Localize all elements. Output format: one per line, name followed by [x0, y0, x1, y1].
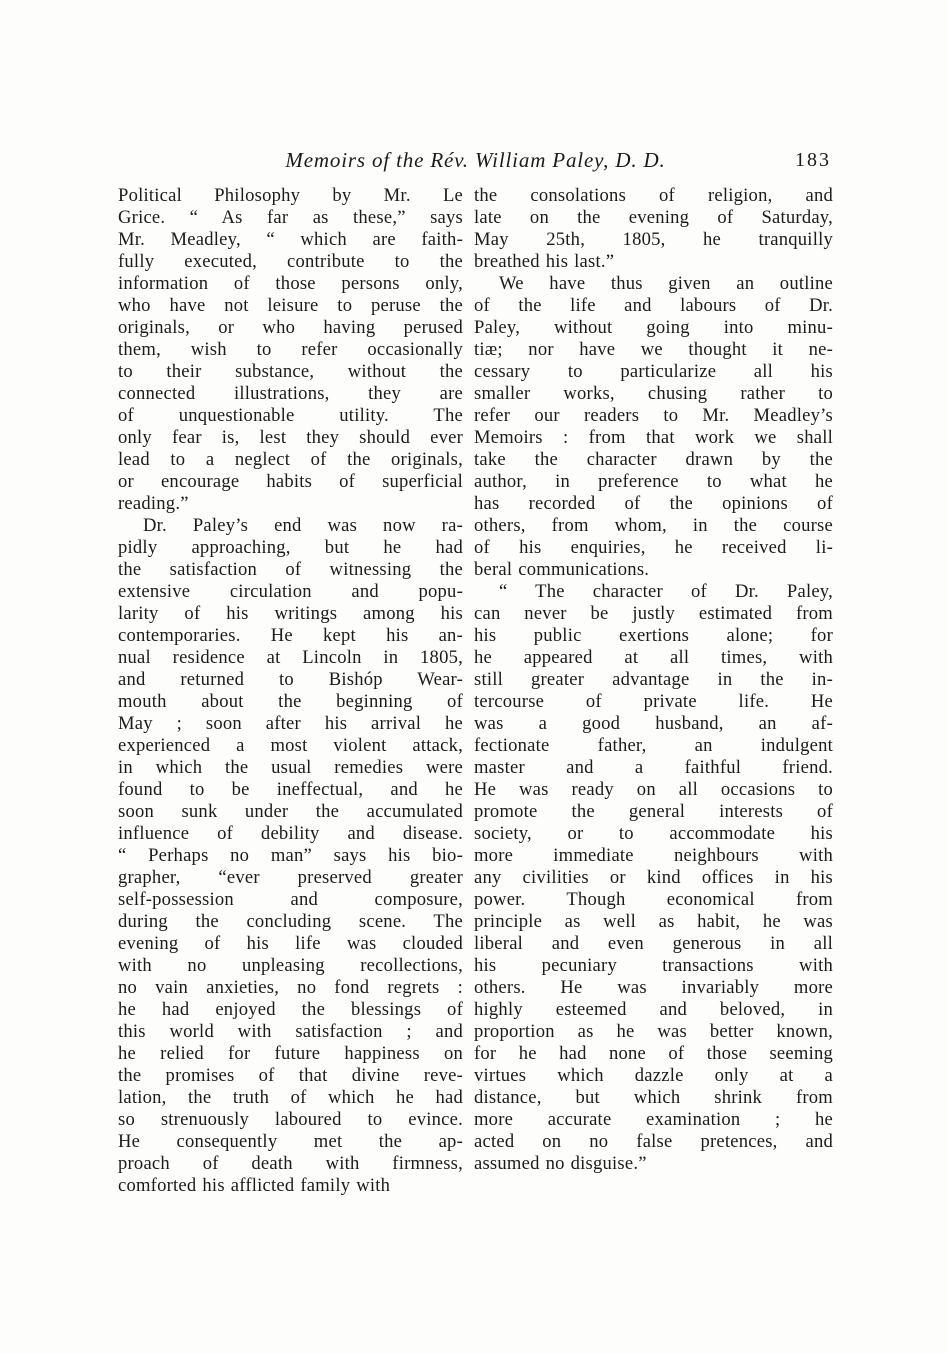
text-line: Political Philosophy by Mr. Le — [118, 185, 463, 206]
text-line: soon sunk under the accumulated — [118, 801, 463, 822]
text-line: proportion as he was better known, — [474, 1021, 833, 1042]
text-line: He was ready on all occasions to — [474, 779, 833, 800]
text-line: during the concluding scene. The — [118, 911, 463, 932]
text-line: smaller works, chusing rather to — [474, 383, 833, 404]
text-line: highly esteemed and beloved, in — [474, 999, 833, 1020]
text-line: extensive circulation and popu- — [118, 581, 463, 602]
text-line: of his enquiries, he received li- — [474, 537, 833, 558]
text-line: of unquestionable utility. The — [118, 405, 463, 426]
paragraph — [118, 185, 463, 515]
text-line: still greater advantage in the in- — [474, 669, 833, 690]
paragraph — [118, 515, 463, 1197]
left-column — [118, 185, 463, 1197]
text-line: connected illustrations, they are — [118, 383, 463, 404]
text-line: more immediate neighbours with — [474, 845, 833, 866]
text-line: virtues which dazzle only at a — [474, 1065, 833, 1086]
text-line: Dr. Paley’s end was now ra- — [143, 515, 463, 536]
text-line: this world with satisfaction ; and — [118, 1021, 463, 1042]
text-line: more accurate examination ; he — [474, 1109, 833, 1130]
text-line: can never be justly estimated from — [474, 603, 833, 624]
text-line: society, or to accommodate his — [474, 823, 833, 844]
text-line: breathed his last.” — [474, 251, 615, 272]
text-line: nual residence at Lincoln in 1805, — [118, 647, 463, 668]
text-line: author, in preference to what he — [474, 471, 833, 492]
text-line: comforted his afflicted family with — [118, 1175, 391, 1196]
text-line: he appeared at all times, with — [474, 647, 833, 668]
text-line: promote the general interests of — [474, 801, 833, 822]
text-line: any civilities or kind offices in his — [474, 867, 833, 888]
text-line: originals, or who having perused — [118, 317, 463, 338]
paragraph — [474, 581, 833, 1175]
text-line: tercourse of private life. He — [474, 691, 833, 712]
text-line: He consequently met the ap- — [118, 1131, 463, 1152]
text-line: We have thus given an outline — [499, 273, 833, 294]
text-line: found to be ineffectual, and he — [118, 779, 463, 800]
text-line: Paley, without going into minu- — [474, 317, 833, 338]
text-line: in which the usual remedies were — [118, 757, 463, 778]
text-line: lation, the truth of which he had — [118, 1087, 463, 1108]
text-line: tiæ; nor have we thought it ne- — [474, 339, 833, 360]
text-line: self-possession and composure, — [118, 889, 463, 910]
text-line: Memoirs : from that work we shall — [474, 427, 833, 448]
text-line: with no unpleasing recollections, — [118, 955, 463, 976]
text-line: of the life and labours of Dr. — [474, 295, 833, 316]
text-line: has recorded of the opinions of — [474, 493, 833, 514]
text-line: “ Perhaps no man” says his bio- — [118, 845, 463, 866]
paragraph — [474, 185, 833, 273]
text-line: information of those persons only, — [118, 273, 463, 294]
text-line: assumed no disguise.” — [474, 1153, 647, 1174]
text-line: experienced a most violent attack, — [118, 735, 463, 756]
text-line: for he had none of those seeming — [474, 1043, 833, 1064]
text-line: who have not leisure to peruse the — [118, 295, 463, 316]
text-line: only fear is, lest they should ever — [118, 427, 463, 448]
text-line: so strenuously laboured to evince. — [118, 1109, 463, 1130]
paragraph — [474, 273, 833, 581]
text-line: fectionate father, an indulgent — [474, 735, 833, 756]
text-line: lead to a neglect of the originals, — [118, 449, 463, 470]
page-number: 183 — [795, 149, 831, 171]
text-line: fully executed, contribute to the — [118, 251, 463, 272]
text-line: May 25th, 1805, he tranquilly — [474, 229, 833, 250]
text-line: May ; soon after his arrival he — [118, 713, 463, 734]
text-line: was a good husband, an af- — [474, 713, 833, 734]
text-columns — [118, 185, 833, 1197]
text-line: contemporaries. He kept his an- — [118, 625, 463, 646]
text-line: take the character drawn by the — [474, 449, 833, 470]
text-line: grapher, “ever preserved greater — [118, 867, 463, 888]
text-line: others. He was invariably more — [474, 977, 833, 998]
text-line: distance, but which shrink from — [474, 1087, 833, 1108]
text-line: others, from whom, in the course — [474, 515, 833, 536]
right-column — [474, 185, 833, 1197]
text-line: the consolations of religion, and — [474, 185, 833, 206]
text-line: his pecuniary transactions with — [474, 955, 833, 976]
text-line: or encourage habits of superficial — [118, 471, 463, 492]
text-line: larity of his writings among his — [118, 603, 463, 624]
page-header — [118, 148, 833, 174]
text-line: to their substance, without the — [118, 361, 463, 382]
text-line: the satisfaction of witnessing the — [118, 559, 463, 580]
text-line: power. Though economical from — [474, 889, 833, 910]
text-line: liberal and even generous in all — [474, 933, 833, 954]
text-line: Mr. Meadley, “ which are faith- — [118, 229, 463, 250]
text-line: principle as well as habit, he was — [474, 911, 833, 932]
text-line: acted on no false pretences, and — [474, 1131, 833, 1152]
running-title: Memoirs of the Rév. William Paley, D. D. — [285, 148, 666, 172]
text-line: late on the evening of Saturday, — [474, 207, 833, 228]
text-line: he had enjoyed the blessings of — [118, 999, 463, 1020]
text-line: master and a faithful friend. — [474, 757, 833, 778]
text-line: and returned to Bishóp Wear- — [118, 669, 463, 690]
text-line: his public exertions alone; for — [474, 625, 833, 646]
text-line: reading.” — [118, 493, 189, 514]
text-line: refer our readers to Mr. Meadley’s — [474, 405, 833, 426]
text-line: pidly approaching, but he had — [118, 537, 463, 558]
text-line: Grice. “ As far as these,” says — [118, 207, 463, 228]
text-line: influence of debility and disease. — [118, 823, 463, 844]
text-line: no vain anxieties, no fond regrets : — [118, 977, 463, 998]
text-line: them, wish to refer occasionally — [118, 339, 463, 360]
text-line: he relied for future happiness on — [118, 1043, 463, 1064]
text-line: proach of death with firmness, — [118, 1153, 463, 1174]
text-line: the promises of that divine reve- — [118, 1065, 463, 1086]
text-line: mouth about the beginning of — [118, 691, 463, 712]
text-line: evening of his life was clouded — [118, 933, 463, 954]
text-line: beral communications. — [474, 559, 650, 580]
text-line: cessary to particularize all his — [474, 361, 833, 382]
text-line: “ The character of Dr. Paley, — [499, 581, 833, 602]
